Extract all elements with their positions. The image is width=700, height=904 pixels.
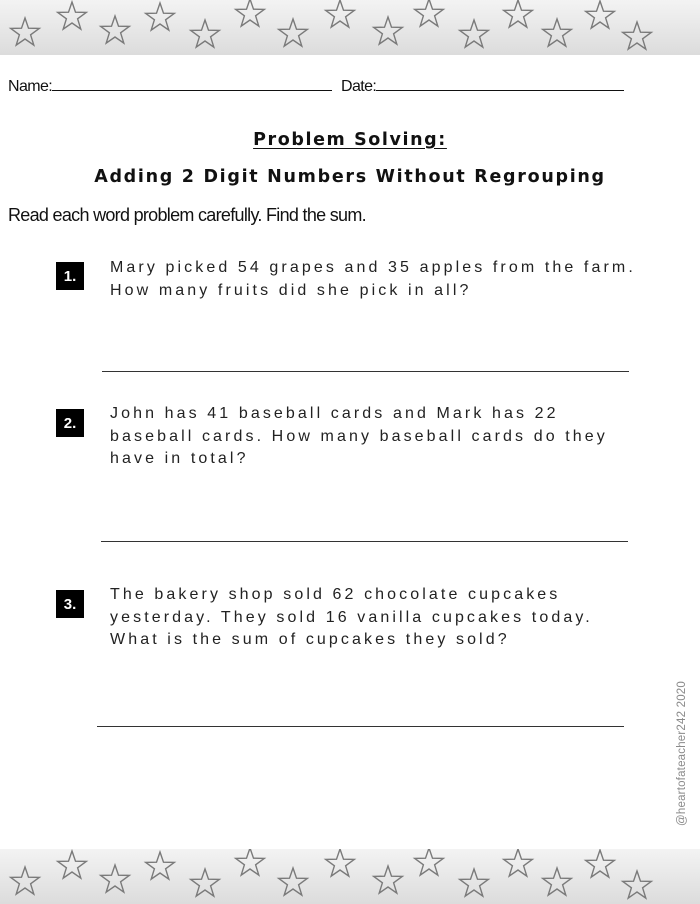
copyright-watermark: @heartofateacher242 2020 bbox=[676, 681, 688, 826]
top-star-border bbox=[0, 0, 700, 55]
star-icon bbox=[415, 0, 444, 26]
problem-text: John has 41 baseball cards and Mark has 22 baseball cards. How many baseball cards do they have in total? bbox=[110, 405, 608, 467]
star-border-icons bbox=[0, 0, 700, 55]
page-subtitle: Adding 2 Digit Numbers Without Regrouping bbox=[94, 167, 606, 187]
name-field[interactable] bbox=[52, 76, 332, 91]
star-icon bbox=[279, 19, 308, 46]
star-icon bbox=[326, 849, 355, 876]
star-icon bbox=[460, 869, 489, 896]
star-icon bbox=[504, 0, 533, 27]
name-date-row bbox=[8, 76, 648, 96]
problem-text: The bakery shop sold 62 chocolate cupcakes yesterday. They sold 16 vanilla cupcakes today. What is the sum of cupcakes they sold? bbox=[110, 586, 593, 648]
star-icon bbox=[415, 849, 444, 875]
star-icon bbox=[279, 868, 308, 895]
problem-number-badge: 1. bbox=[56, 262, 84, 290]
star-icon bbox=[146, 852, 175, 879]
star-icon bbox=[101, 16, 130, 43]
star-icon bbox=[191, 20, 220, 47]
name-label: Name: bbox=[8, 78, 53, 95]
star-icon bbox=[191, 869, 220, 896]
star-icon bbox=[623, 22, 652, 49]
date-label: Date: bbox=[341, 78, 377, 95]
page-title: Problem Solving: bbox=[253, 130, 447, 150]
star-icon bbox=[543, 868, 572, 895]
star-icon bbox=[11, 867, 40, 894]
star-icon bbox=[326, 0, 355, 27]
problem-text: Mary picked 54 grapes and 35 apples from the farm. How many fruits did she pick in all? bbox=[110, 259, 636, 299]
star-icon bbox=[586, 1, 615, 28]
instructions: Read each word problem carefully. Find the sum. bbox=[8, 205, 366, 225]
star-icon bbox=[543, 19, 572, 46]
star-icon bbox=[11, 18, 40, 45]
star-icon bbox=[58, 2, 87, 29]
star-icon bbox=[623, 871, 652, 898]
star-icon bbox=[586, 850, 615, 877]
problem-number-badge: 3. bbox=[56, 590, 84, 618]
star-icon bbox=[460, 20, 489, 47]
star-icon bbox=[236, 849, 265, 875]
problem-number-badge: 2. bbox=[56, 409, 84, 437]
star-icon bbox=[236, 0, 265, 26]
star-icon bbox=[146, 3, 175, 30]
star-icon bbox=[58, 851, 87, 878]
answer-line[interactable] bbox=[101, 541, 628, 542]
star-icon bbox=[374, 17, 403, 44]
answer-line[interactable] bbox=[102, 371, 629, 372]
date-field[interactable] bbox=[376, 76, 624, 91]
star-icon bbox=[101, 865, 130, 892]
star-icon bbox=[374, 866, 403, 893]
answer-line[interactable] bbox=[97, 726, 624, 727]
star-border-icons bbox=[0, 849, 700, 904]
bottom-star-border bbox=[0, 849, 700, 904]
star-icon bbox=[504, 849, 533, 876]
